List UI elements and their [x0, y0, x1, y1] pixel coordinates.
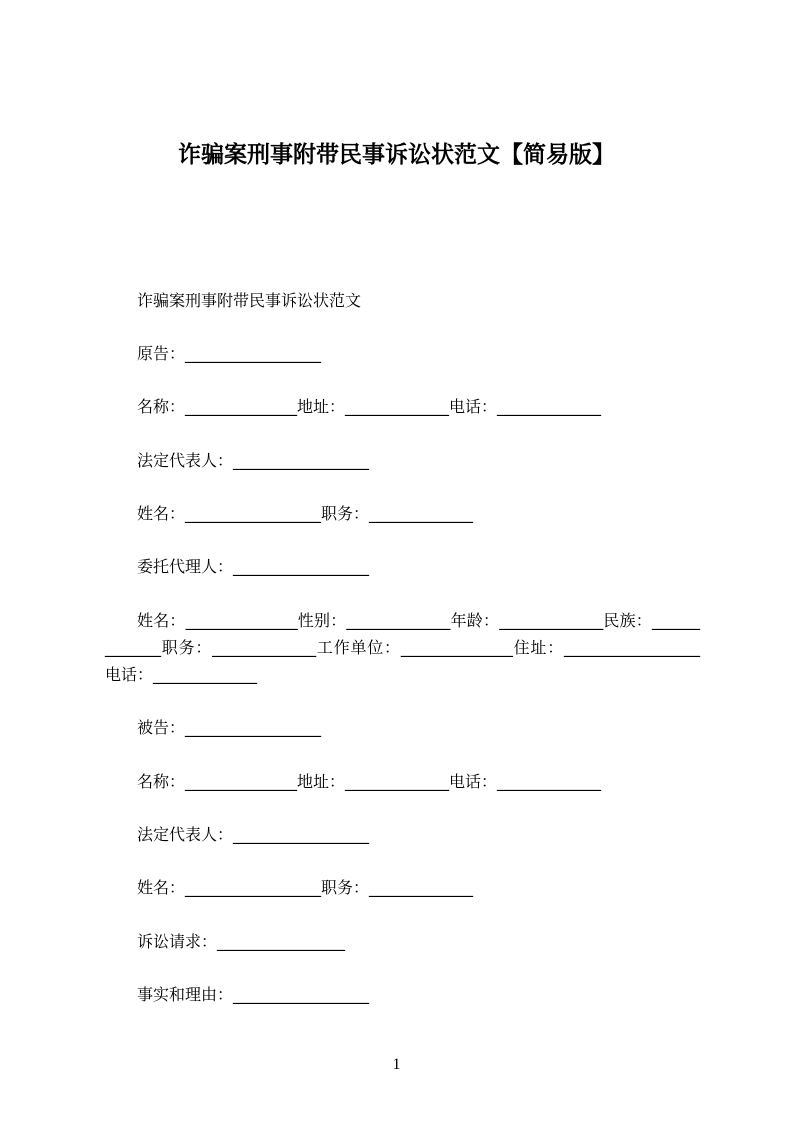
- facts-and-reasons-line: 事实和理由：_________________: [137, 985, 370, 1005]
- plaintiff-line: 原告：_________________: [137, 343, 322, 363]
- document-title: 诈骗案刑事附带民事诉讼状范文【简易版】: [178, 142, 615, 168]
- plaintiff-agent-line: 委托代理人：_________________: [137, 557, 370, 577]
- page-number: 1: [392, 1056, 401, 1073]
- plaintiff-name-address-phone-line: 名称：______________地址：_____________电话：_____________: [137, 397, 602, 417]
- body-heading: 诈骗案刑事附带民事诉讼状范文: [137, 290, 362, 310]
- defendant-line: 被告：_________________: [137, 718, 322, 738]
- claims-line: 诉讼请求：________________: [137, 931, 346, 951]
- plaintiff-representative-name-position-line: 姓名：_________________职务：_____________: [137, 504, 474, 524]
- defendant-representative-name-position-line: 姓名：_________________职务：_____________: [137, 878, 474, 898]
- defendant-name-address-phone-line: 名称：______________地址：_____________电话：_____________: [137, 771, 602, 791]
- plaintiff-legal-representative-line: 法定代表人：_________________: [137, 450, 370, 470]
- plaintiff-agent-details-paragraph: 姓名：______________性别：_____________年龄：_____________民族：_____________职务：_____________工作单位：______________住址：_________________电话：_____________: [105, 610, 700, 684]
- defendant-legal-representative-line: 法定代表人：_________________: [137, 825, 370, 845]
- document-body: [105, 287, 700, 1035]
